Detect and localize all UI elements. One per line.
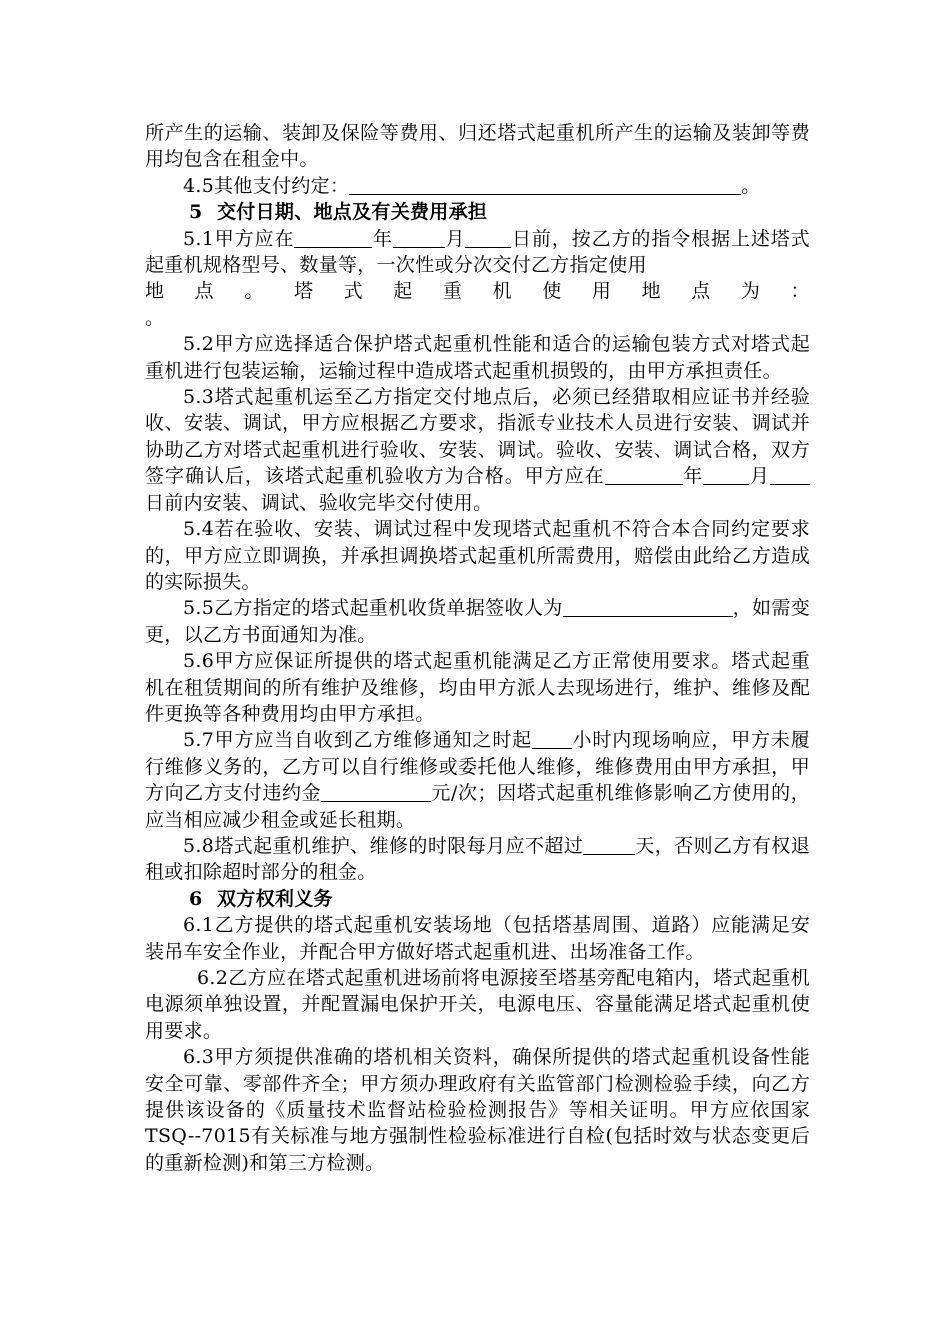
spread-char: 点 [194,280,214,303]
month-label: 月 [444,227,466,250]
paragraph-5-6: 5.6甲方应保证所提供的塔式起重机能满足乙方正常使用要求。塔式起重机在租赁期间的所有维护及维修，均由甲方派人去现场进行，维护、维修及配件更换等各种费用均由甲方承担。 [145,650,810,725]
clause-5-7-text: 5.7甲方应当自收到乙方维修通知之时起 [183,729,532,752]
clause-5-3-end: 日前内安装、调试、验收完毕交付使用。 [145,491,493,514]
paragraph-6-3: 6.3甲方须提供准确的塔机相关资料，确保所提供的塔式起重机设备性能安全可靠、零部件齐全；甲方须办理政府有关监管部门检测检验手续，向乙方提供该设备的《质量技术监督站检验检测报告》等相关证明。甲方应依国家TSQ--7015有关标准与地方强制性检验标准进行自检(包括时效与状态变更后的重新检测)和第三方检测。 [145,1046,810,1174]
blank-day[interactable] [770,464,810,485]
spread-char: 用 [591,280,612,303]
clause-5-7-body: 小时内现场响应，甲方未履行维修义务的，乙方可以自行维修或委托他人维修，维修费用由甲方承担，甲方向乙方支付违约金 [145,729,811,805]
spread-char: 起 [393,280,413,303]
paragraph-5-4: 5.4若在验收、安装、调试过程中发现塔式起重机不符合本合同约定要求的，甲方应立即调换，并承担调换塔式起重机所需费用，赔偿由此给乙方造成的实际损失。 [145,518,810,593]
paragraph-6-1: 6.1乙方提供的塔式起重机安装场地（包括塔基周围、道路）应能满足安装吊车安全作业，并配合甲方做好塔式起重机进、出场准备工作。 [145,914,810,963]
blank-response-hours[interactable] [532,728,572,749]
section-6-number: 6 [189,887,203,910]
blank-penalty-amount[interactable] [321,781,431,802]
paragraph-5-3 [145,384,810,516]
spread-char: 地 [145,280,165,303]
spread-char: 为 [740,280,761,303]
spread-char: 地 [641,280,661,303]
blank-receiver-name[interactable] [563,596,733,617]
blank-year[interactable] [294,227,372,248]
blank-month[interactable] [393,227,445,248]
blank-max-days[interactable] [583,834,635,855]
document-page [145,120,810,1176]
spread-char: 重 [442,280,463,303]
section-6-title: 双方权利义务 [217,887,333,910]
year-label: 年 [372,227,393,250]
clause-5-7-end: 元/次；因塔式起重机维修影响乙方使用的，应当相应减少租金或延长租期。 [145,782,811,831]
year-label: 年 [682,465,704,488]
spread-char: 塔 [293,280,314,303]
blank-day[interactable] [465,227,511,248]
paragraph-5-2: 5.2甲方应选择适合保护塔式起重机性能和适合的运输包装方式对塔式起重机进行包装运输，运输过程中造成塔式起重机损毁的，由甲方承担责任。 [145,333,810,382]
heading-section-5 [145,199,810,225]
clause-5-3-text: 5.3塔式起重机运至乙方指定交付地点后，必须已经猎取相应证书并经验收、安装、调试，甲方应根据乙方要求，指派专业技术人员进行安装、调试并协助乙方对塔式起重机进行验收、安装、调试。验收、安装、调试合格，双方签字确认后，该塔式起重机验收方为合格。甲方应在 [145,386,810,488]
period: 。 [741,174,761,197]
spread-char: 式 [343,280,363,303]
paragraph-5-7 [145,727,810,833]
paragraph-4-5 [145,173,810,199]
month-label: 月 [749,465,770,488]
clause-5-8-end: 天，否则乙方有权退租或扣除超时部分的租金。 [145,834,810,884]
spread-char: 。 [244,280,264,303]
paragraph-5-1 [145,226,810,279]
section-5-title: 交付日期、地点及有关费用承担 [217,201,488,224]
spread-char: ： [790,280,810,303]
section-5-number: 5 [189,201,203,224]
paragraph-fees: 所产生的运输、装卸及保险等费用、归还塔式起重机所产生的运输及装卸等费用均包含在租金中。 [145,122,810,171]
blank-month[interactable] [703,464,749,485]
clause-5-5-end: ，如需变更，以乙方书面通知为准。 [145,597,810,646]
clause-5-5-text: 5.5乙方指定的塔式起重机收货单据签收人为 [183,597,563,620]
clause-5-8-text: 5.8塔式起重机维护、维修的时限每月应不超过 [183,834,584,857]
clause-5-1-body: 日前，按乙方的指令根据上述塔式起重机规格型号、数量等，一次性或分次交付乙方指定使用 [145,227,810,277]
paragraph-5-1-location-line [145,278,810,304]
spread-char: 使 [542,280,562,303]
clause-5-1-text: 5.1甲方应在 [183,227,295,250]
paragraph-5-8 [145,833,810,886]
paragraph-5-5 [145,595,810,648]
blank-year[interactable] [605,464,683,485]
blank-other-payment[interactable] [349,174,741,195]
spread-char: 机 [492,280,512,303]
paragraph-5-1-end: 。 [145,306,165,329]
clause-4-5-label: 4.5其他支付约定： [183,174,350,197]
heading-section-6 [145,886,810,912]
spread-char: 点 [691,280,711,303]
paragraph-6-2: 6.2乙方应在塔式起重机进场前将电源接至塔基旁配电箱内，塔式起重机电源须单独设置，并配置漏电保护开关，电源电压、容量能满足塔式起重机使用要求。 [145,967,810,1042]
